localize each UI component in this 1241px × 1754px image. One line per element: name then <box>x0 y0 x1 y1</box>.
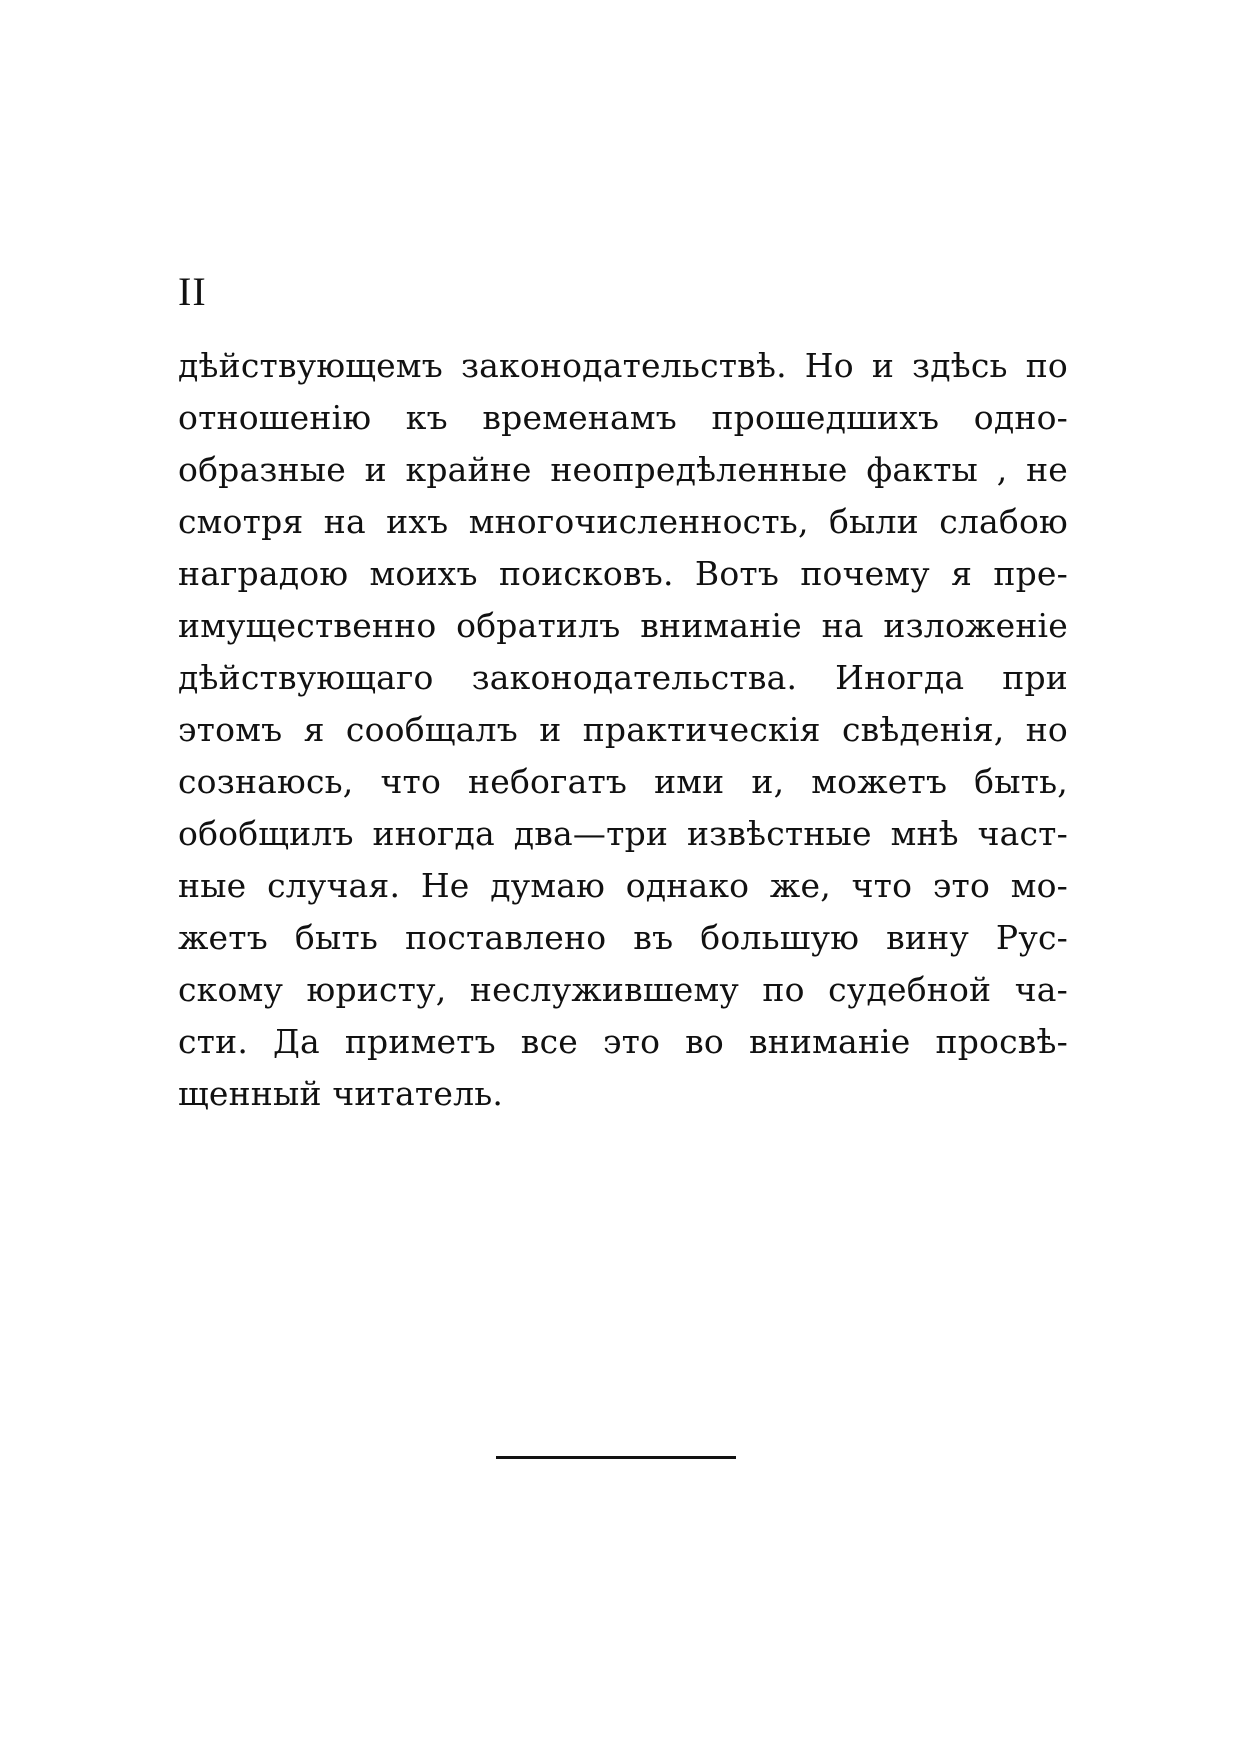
text-line: жетъ быть поставлено въ большую вину Рус- <box>178 918 1068 957</box>
text-line: ные случая. Не думаю однако же, что это мо- <box>178 866 1068 905</box>
text-line: смотря на ихъ многочисленность, были слабою <box>178 502 1068 541</box>
text-line: скому юристу, неслужившему по судебной ча- <box>178 970 1068 1009</box>
body-paragraph <box>178 340 1068 1120</box>
text-line: обобщилъ иногда два—три извѣстные мнѣ част- <box>178 814 1068 853</box>
text-line: этомъ я сообщалъ и практическія свѣденія, но <box>178 710 1068 749</box>
text-line: отношенію къ временамъ прошедшихъ одно- <box>178 398 1068 437</box>
page-number: II <box>178 269 207 314</box>
end-rule-divider <box>496 1456 736 1459</box>
text-line: дѣйствующемъ законодательствѣ. Но и здѣсь по <box>178 346 1068 385</box>
text-line: наградою моихъ поисковъ. Вотъ почему я пре- <box>178 554 1068 593</box>
text-line-last: щенный читатель. <box>178 1074 504 1113</box>
text-line: дѣйствующаго законодательства. Иногда при <box>178 658 1068 697</box>
text-line: имущественно обратилъ вниманіе на изложеніе <box>178 606 1068 645</box>
text-line: образные и крайне неопредѣленные факты , не <box>178 450 1068 489</box>
text-line: сознаюсь, что небогатъ ими и, можетъ быть, <box>178 762 1068 801</box>
text-line: сти. Да приметъ все это во вниманіе просвѣ- <box>178 1022 1068 1061</box>
